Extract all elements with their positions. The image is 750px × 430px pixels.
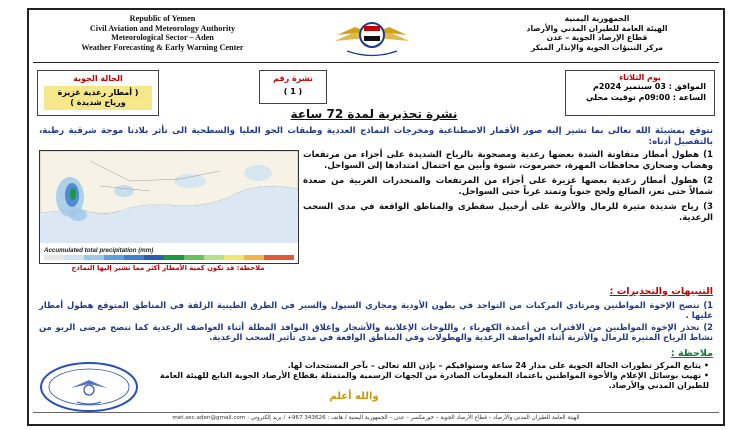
weather-box-title: الحالة الجوية xyxy=(73,74,123,83)
bulletin-intro: نتوقع بمشيئة الله تعالى بما تشير إليه صور الأقمار الاصطناعية ومخرجات النماذج العددية وطبقات الجو العليا والسطحية الى تأثر بلادنا موجة شرقية رطبة، بالتفصيل أدناه: xyxy=(39,126,713,147)
header-divider xyxy=(33,62,719,63)
map-caption: ملاحظة: قد تكون كمية الأمطار أكثر مما تشير إليها النماذج xyxy=(71,264,265,272)
header-english xyxy=(35,14,290,52)
weather-condition-line: ( أمطار رعدية غزيرة xyxy=(57,88,139,97)
header-en-line: Republic of Yemen xyxy=(129,14,196,23)
warnings-heading: التنبيهات والتحذيرات : xyxy=(609,286,713,297)
note-item: • نهيب بوسائل الإعلام والأخوة المواطنين باعتماد المعلومات الصادرة من الجهات الرسمية والمتمثلة بقطاع الأرصاد الجوية التابع للهيئة العامة للطيران المدني والأرصاد. xyxy=(159,371,709,390)
notes-list xyxy=(139,361,709,391)
legend-colorbar xyxy=(44,255,294,260)
weather-condition-box xyxy=(37,70,159,116)
notes-heading: ملاحظة : xyxy=(670,348,713,359)
header-en-line: Weather Forecasting & Early Warning Center xyxy=(81,42,244,52)
issue-time: الساعة : 09:00م توقيت محلي xyxy=(586,92,706,102)
forecast-item: 3) رياح شديدة مثيرة للرمال والأتربة على أرخبيل سقطرى والمناطق الواقعة في مدى السحب الرعدية. xyxy=(303,202,713,223)
forecast-item: 1) هطول أمطار متفاوتة الشدة بعضها رعدية ومصحوبة بالرياح الشديدة على أجزاء من مرتفعات وهضاب وصحاري محافظات المهرة، حضرموت، شبوة وأبين مع احتمال امتدادها إلى السواحل. xyxy=(303,150,713,171)
issue-number-box xyxy=(259,70,327,104)
issue-box-title: نشرة رقم xyxy=(273,74,313,83)
closing-text: والله أعلم xyxy=(329,391,379,402)
header-en-line: Meteorological Sector – Aden xyxy=(111,33,214,43)
header-ar-line: الهيئة العامة للطيران المدني والأرصاد xyxy=(526,23,668,33)
date-time-box xyxy=(565,70,715,116)
forecast-items xyxy=(303,150,713,228)
header-ar-line: قطاع الإرصاد الجوية – عدن xyxy=(546,33,648,43)
authority-logo-icon xyxy=(317,13,427,61)
header-ar-line: مركز التنبؤات الجوية والإنذار المبكر xyxy=(530,42,663,52)
header-en-line: Civil Aviation and Meteorology Authority xyxy=(89,23,236,33)
issue-date: الموافق : 03 سبتمبر 2024م xyxy=(593,82,706,91)
official-stamp-icon xyxy=(37,360,141,414)
note-item: • يتابع المركز تطورات الحالة الجوية على مدار 24 ساعة وسنوافيكم – بإذن الله تعالى – بآخر المستجدات لها. xyxy=(287,361,709,370)
warning-item: 2) نحذر الإخوة المواطنين من الاقتراب من أعمدة الكهرباء ، واللوحات الإعلانية والأشجار وإغلاق النوافذ المطلة أثناء العواصف الرعدية كما ننصح مرضى الربو من نشاط الرياح المثيرة للرمال والأتربة أثناء العواصف الرعدية والهطولات وفي المناطق الواقعة في مدى تأثير السحب الرعدية. xyxy=(39,321,713,343)
warning-item: 1) ننصح الإخوة المواطنين ومرتادي المركبات من التواجد في بطون الأودية ومجاري السيول والسير في الطرق الطينية الزلقة في المناطق المتوقع هطول أمطار عليها . xyxy=(39,300,713,321)
footer-contact: الهيئة العامة للطيران المدني والأرصاد – قطاع الأرصاد الجوية – خورمكسر – عدن – الجمهورية اليمنية / هاتف : 343626 967+ / بريد إلكتروني : met.sec.aden@gmail.com xyxy=(33,412,719,422)
precipitation-map xyxy=(39,150,299,264)
header-ar-line: الجمهورية اليمنية xyxy=(564,14,630,23)
issue-number: ( 1 ) xyxy=(283,87,303,96)
map-legend-title: Accumulated total precipitation (mm) xyxy=(44,247,154,254)
forecast-item: 2) هطول أمطار رعدية بعضها غزيرة على أجزاء من المرتفعات والمنحدرات الغربية من صعدة شمالاً حتى تعز، الضالع ولحج جنوباً وتمتد غرباً حتى السواحل. xyxy=(303,176,713,197)
issue-day: يوم الثلاثاء xyxy=(619,73,661,82)
bulletin-title: نشرة تحذيرية لمدة 72 ساعة xyxy=(290,107,458,121)
weather-condition-line: ورياح شديدة ) xyxy=(70,98,126,107)
bulletin-document xyxy=(27,8,725,426)
header-arabic xyxy=(477,14,717,52)
warnings-list xyxy=(39,300,713,344)
weather-condition-highlight xyxy=(44,86,152,110)
